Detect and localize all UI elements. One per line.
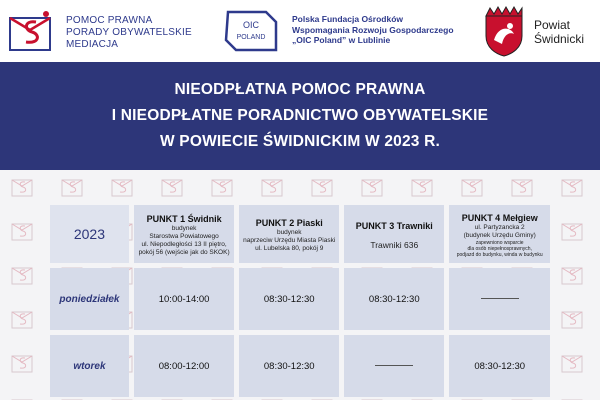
punkt-1-desc-line: Starostwa Powiatowego: [149, 232, 219, 240]
pomoc-prawna-mark-icon: [6, 8, 56, 54]
hours-cell-empty: [449, 268, 550, 330]
header: [0, 0, 600, 62]
schedule-table: [45, 200, 555, 402]
oic-poland-mark-icon: [222, 8, 280, 54]
pomoc-prawna-logo: [6, 6, 226, 56]
logo3-line-1: Powiat: [534, 18, 571, 32]
logo2-line-1: Polska Fundacja Ośrodków: [292, 14, 404, 24]
day-monday: poniedziałek: [50, 268, 129, 330]
banner-line-1: NIEODPŁATNA POMOC PRAWNA: [174, 81, 426, 98]
punkt-2-desc-line: naprzeciw Urzędu Miasta Piaski: [243, 236, 336, 244]
punkt-1-desc-line: ul. Niepodległości 13 II piętro,: [141, 240, 227, 248]
pomoc-prawna-text: [66, 15, 192, 51]
punkt-3-title: PUNKT 3 Trawniki: [355, 221, 433, 231]
punkt-1-header: [134, 205, 234, 263]
oic-poland-logo: [222, 8, 472, 56]
logo1-line-2: PORADY OBYWATELSKIE: [66, 27, 192, 38]
hours-cell: 08:00-12:00: [134, 335, 234, 397]
punkt-4-desc: [449, 224, 550, 258]
powiat-text: [534, 18, 584, 46]
hours-cell: 08:30-12:30: [239, 268, 339, 330]
logo1-line-1: POMOC PRAWNA: [66, 15, 153, 26]
logo1-line-3: MEDIACJA: [66, 39, 119, 50]
punkt-1-desc: [134, 225, 234, 257]
punkt-4-desc-line: ul. Partyzancka 2: [474, 223, 525, 231]
dash-divider: [481, 298, 519, 299]
logo3-line-2: Świdnicki: [534, 32, 585, 46]
punkt-2-title: PUNKT 2 Piaski: [255, 217, 323, 228]
punkt-3-desc-line: Trawniki 636: [370, 240, 419, 250]
svg-text:OIC: OIC: [242, 20, 260, 30]
table-row: [50, 335, 550, 397]
banner-line-2: I NIEODPŁATNE PORADNICTWO OBYWATELSKIE: [111, 107, 489, 124]
oic-poland-text: [292, 14, 454, 46]
year-cell: 2023: [50, 205, 129, 263]
table-row: [50, 268, 550, 330]
punkt-1-desc-line: pokój 56 (wejście jak do SKOK): [138, 248, 230, 256]
powiat-swidnicki-logo: [480, 4, 600, 58]
logo2-line-2: Wspomagania Rozwoju Gospodarczego: [292, 24, 454, 35]
svg-text:POLAND: POLAND: [236, 34, 266, 41]
punkt-2-desc: [239, 229, 339, 253]
punkt-1-title: PUNKT 1 Świdnik: [146, 213, 222, 224]
punkt-4-title: PUNKT 4 Mełgiew: [461, 212, 538, 223]
logo2-line-3: „OIC Poland” w Lublinie: [292, 35, 391, 45]
punkt-4-header: [449, 205, 550, 263]
punkt-4-desc-line: dla osób niepełnosprawnych,: [467, 245, 532, 252]
banner-line-3: W POWIECIE ŚWIDNICKIM W 2023 R.: [159, 133, 441, 150]
punkt-4-desc-line: zapewniono wsparcie: [475, 239, 524, 246]
hours-cell: 08:30-12:30: [449, 335, 550, 397]
punkt-1-desc-line: budynek: [171, 224, 197, 232]
punkt-2-desc-line: budynek: [276, 228, 302, 236]
punkt-4-desc-line: (budynek Urzędu Gminy): [463, 231, 536, 239]
hours-cell-empty: [344, 335, 444, 397]
punkt-3-desc: [344, 241, 444, 249]
hours-cell: 10:00-14:00: [134, 268, 234, 330]
hours-cell: 08:30-12:30: [344, 268, 444, 330]
table-header-row: [50, 205, 550, 263]
punkt-3-header: [344, 205, 444, 263]
punkt-2-header: [239, 205, 339, 263]
title-banner: [0, 62, 600, 170]
dash-divider: [375, 365, 413, 366]
coat-of-arms-icon: [480, 4, 528, 58]
hours-cell: 08:30-12:30: [239, 335, 339, 397]
punkt-2-desc-line: ul. Lubelska 80, pokój 9: [255, 244, 324, 252]
day-tuesday: wtorek: [50, 335, 129, 397]
punkt-4-desc-line: podjazd do budynku, winda w budynku: [456, 251, 543, 258]
